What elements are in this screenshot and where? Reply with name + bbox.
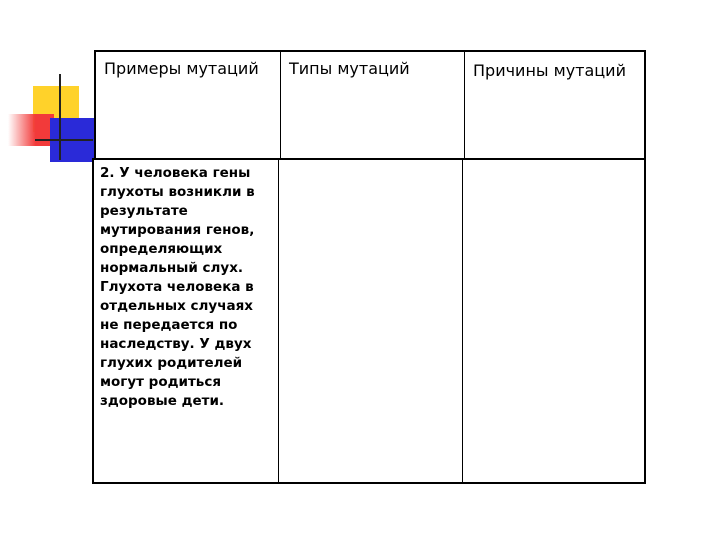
decorative-vertical-line (59, 74, 61, 160)
cell-mutation-type[interactable] (278, 160, 462, 482)
table-header-row (94, 50, 646, 160)
decorative-red-bar (8, 114, 54, 146)
table-row (92, 158, 646, 484)
header-cell-types: Типы мутаций (280, 52, 464, 158)
header-cell-examples: Примеры мутаций (104, 59, 259, 78)
decorative-horizontal-line (35, 139, 93, 141)
header-cell-causes: Причины мутаций (464, 52, 644, 158)
cell-mutation-cause[interactable] (462, 160, 644, 482)
cell-mutation-example: 2. У человека гены глухоты возникли в результате мутирования генов, определяющих нормальный слух. Глухота человека в отдельных случаях не передается по наследству. У двух глухих родителей могут родиться здоровые дети. (100, 165, 255, 409)
